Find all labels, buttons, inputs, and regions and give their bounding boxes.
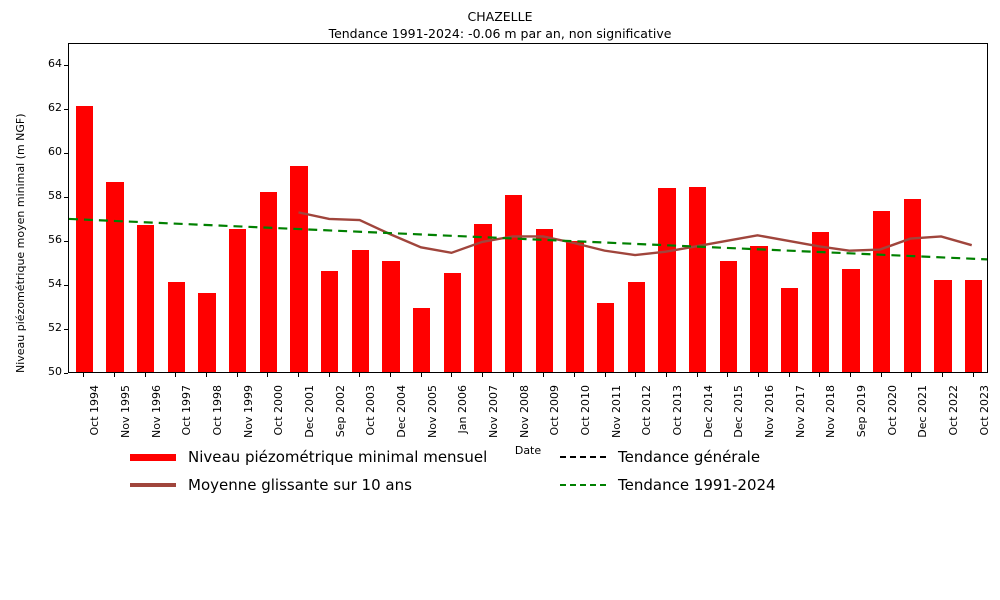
x-tick-label: Oct 2003 xyxy=(364,385,378,436)
legend-label-rolling: Moyenne glissante sur 10 ans xyxy=(188,476,412,494)
x-tick-mark xyxy=(206,373,207,377)
plot-area xyxy=(68,43,988,373)
x-tick-mark xyxy=(911,373,912,377)
y-tick-label: 54 xyxy=(48,277,62,290)
chart-legend xyxy=(130,448,870,494)
x-tick-mark xyxy=(298,373,299,377)
x-tick-label: Dec 2004 xyxy=(395,385,408,438)
legend-label-trend-general: Tendance générale xyxy=(618,448,761,466)
x-tick-label: Nov 2016 xyxy=(763,385,776,438)
x-tick-mark xyxy=(973,373,974,377)
x-axis-title: Date xyxy=(514,444,542,457)
y-tick-label: 58 xyxy=(48,189,62,202)
x-tick-mark xyxy=(83,373,84,377)
x-tick-mark xyxy=(175,373,176,377)
y-tick-mark xyxy=(64,373,68,374)
x-tick-label: Dec 2001 xyxy=(303,385,316,438)
x-tick-mark xyxy=(267,373,268,377)
x-tick-label: Nov 2018 xyxy=(824,385,838,438)
chart-title-block xyxy=(0,8,1000,42)
x-tick-mark xyxy=(513,373,514,377)
x-tick-mark xyxy=(451,373,452,377)
x-tick-mark xyxy=(359,373,360,377)
x-tick-mark xyxy=(574,373,575,377)
legend-swatch-rolling xyxy=(130,483,176,487)
x-tick-label: Nov 2008 xyxy=(517,385,531,438)
x-tick-mark xyxy=(390,373,391,377)
x-tick-label: Dec 2015 xyxy=(732,385,746,438)
y-tick-label: 50 xyxy=(48,365,62,378)
x-tick-label: Nov 2007 xyxy=(487,385,500,438)
trend-period-line xyxy=(69,219,987,259)
x-tick-label: Nov 2005 xyxy=(425,385,439,438)
legend-item-trend-general xyxy=(560,448,870,466)
x-tick-mark xyxy=(635,373,636,377)
x-tick-label: Dec 2014 xyxy=(701,385,715,438)
x-tick-label: Oct 2022 xyxy=(947,385,960,436)
x-tick-mark xyxy=(482,373,483,377)
x-tick-label: Oct 1997 xyxy=(180,385,194,436)
x-tick-label: Dec 2021 xyxy=(916,385,930,438)
legend-label-trend-period: Tendance 1991-2024 xyxy=(618,476,776,494)
x-tick-mark xyxy=(697,373,698,377)
x-tick-label: Oct 1994 xyxy=(88,385,102,436)
x-tick-mark xyxy=(237,373,238,377)
y-tick-label: 60 xyxy=(48,145,62,158)
legend-item-rolling xyxy=(130,476,560,494)
y-tick-label: 52 xyxy=(48,321,62,334)
legend-swatch-bars xyxy=(130,454,176,461)
chart-title: CHAZELLE xyxy=(467,9,533,24)
x-tick-mark xyxy=(543,373,544,377)
x-tick-label: Nov 1996 xyxy=(149,385,163,438)
x-tick-mark xyxy=(789,373,790,377)
x-tick-label: Oct 2013 xyxy=(671,385,684,436)
x-tick-label: Oct 2010 xyxy=(579,385,592,436)
x-tick-label: Oct 1998 xyxy=(211,385,224,436)
x-tick-label: Sep 2019 xyxy=(855,385,868,438)
y-tick-label: 62 xyxy=(48,101,62,114)
x-tick-mark xyxy=(114,373,115,377)
legend-item-bars xyxy=(130,448,560,466)
y-tick-label: 56 xyxy=(48,233,62,246)
x-tick-label: Oct 2000 xyxy=(272,385,286,436)
x-tick-label: Oct 2012 xyxy=(640,385,654,436)
x-tick-mark xyxy=(727,373,728,377)
x-tick-label: Nov 2011 xyxy=(609,385,623,438)
x-tick-label: Jan 2006 xyxy=(456,385,470,434)
x-tick-mark xyxy=(421,373,422,377)
x-tick-label: Oct 2020 xyxy=(885,385,899,436)
x-tick-mark xyxy=(819,373,820,377)
x-tick-label: Oct 2009 xyxy=(548,385,562,436)
x-tick-label: Nov 1995 xyxy=(119,385,132,438)
x-tick-mark xyxy=(758,373,759,377)
x-tick-mark xyxy=(666,373,667,377)
x-tick-label: Sep 2002 xyxy=(333,385,347,438)
lines-layer xyxy=(69,44,987,372)
x-tick-mark xyxy=(881,373,882,377)
legend-item-trend-period xyxy=(560,476,870,494)
x-tick-mark xyxy=(145,373,146,377)
x-tick-mark xyxy=(605,373,606,377)
y-axis-title: Niveau piézométrique moyen minimal (m NGF) xyxy=(14,113,27,373)
legend-label-bars: Niveau piézométrique minimal mensuel xyxy=(188,448,488,466)
x-tick-mark xyxy=(942,373,943,377)
x-tick-label: Oct 2023 xyxy=(977,385,991,436)
x-tick-mark xyxy=(329,373,330,377)
y-tick-label: 64 xyxy=(48,57,62,70)
chart-subtitle: Tendance 1991-2024: -0.06 m par an, non significative xyxy=(328,26,672,41)
x-tick-mark xyxy=(850,373,851,377)
x-tick-label: Nov 1999 xyxy=(241,385,255,438)
x-tick-label: Nov 2017 xyxy=(793,385,807,438)
